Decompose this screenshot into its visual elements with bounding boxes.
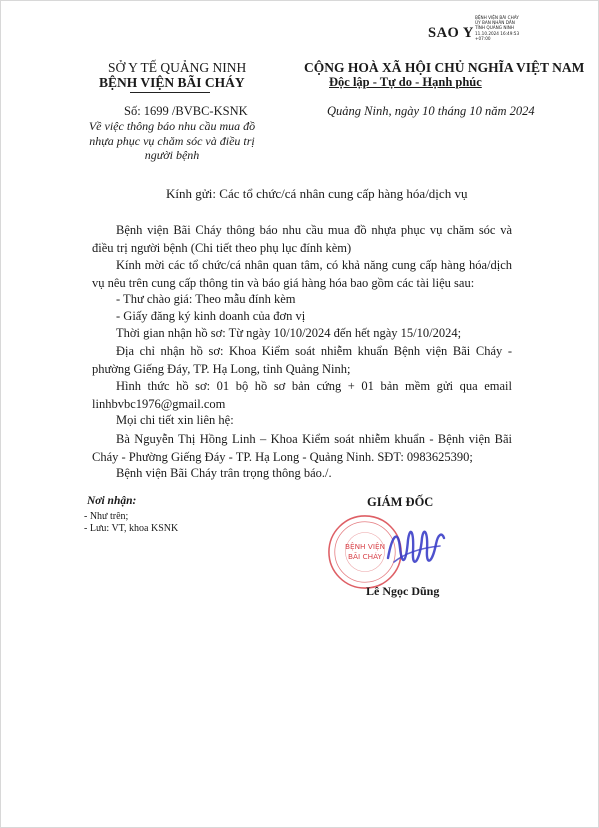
- header-divider: [130, 92, 210, 93]
- recipient-item: - Lưu: VT, khoa KSNK: [84, 523, 179, 534]
- bullet-item: - Giấy đăng ký kinh doanh của đơn vị: [116, 309, 306, 323]
- contact-details: Bà Nguyễn Thị Hồng Linh – Khoa Kiểm soát nhiễm khuẩn - Bệnh viện Bãi Cháy - Phường Giếng Đáy - TP. Hạ Long - Quảng Ninh. SĐT: 0983625390;: [92, 432, 512, 464]
- document-number: Số: 1699 /BVBC-KSNK: [124, 104, 248, 118]
- org-parent: SỞ Y TẾ QUẢNG NINH: [108, 60, 247, 75]
- paragraph-invitation: Kính mời các tổ chức/cá nhân quan tâm, có khả năng cung cấp hàng hóa/dịch vụ nêu trên cung cấp thông tin và báo giá hàng hóa bao gồm các tài liệu sau:: [92, 258, 512, 290]
- submission-form: Hình thức hồ sơ: 01 bộ hồ sơ bản cứng + 01 bản mềm gửi qua email linhbvbc1976@gmail.com: [92, 379, 512, 411]
- seal-text: BÃI CHÁY: [348, 551, 382, 561]
- recipients-title: Nơi nhận:: [87, 495, 137, 507]
- nation-title: CỘNG HOÀ XÃ HỘI CHỦ NGHĨA VIỆT NAM: [304, 60, 585, 75]
- seal-text: BỆNH VIỆN: [344, 542, 386, 552]
- signer-name: Lê Ngọc Dũng: [366, 584, 440, 598]
- stamp-line: BỆNH VIỆN BÃI CHÁY: [475, 15, 519, 20]
- closing-line: Bệnh viện Bãi Cháy trân trọng thông báo./.: [116, 466, 332, 480]
- contact-intro: Mọi chi tiết xin liên hệ:: [116, 413, 234, 427]
- place-date: Quảng Ninh, ngày 10 tháng 10 năm 2024: [327, 104, 535, 118]
- stamp-line: +07:00: [475, 35, 491, 41]
- nation-motto: Độc lập - Tự do - Hạnh phúc: [329, 75, 482, 89]
- digital-copy-stamp: [475, 15, 535, 41]
- bullet-item: - Thư chào giá: Theo mẫu đính kèm: [116, 292, 296, 306]
- signer-title: GIÁM ĐỐC: [367, 495, 434, 509]
- stamp-line: 11.10.2024 16:49:53: [475, 30, 520, 36]
- recipient-line: Kính gửi: Các tổ chức/cá nhân cung cấp hàng hóa/dịch vụ: [166, 186, 468, 201]
- submission-time: Thời gian nhận hồ sơ: Từ ngày 10/10/2024 đến hết ngày 15/10/2024;: [116, 326, 462, 340]
- stamp-line: TỈNH QUẢNG NINH: [475, 25, 514, 31]
- stamp-line: ỦY BAN NHÂN DÂN: [475, 20, 515, 26]
- document-subject: Về việc thông báo nhu cầu mua đồ nhựa phục vụ chăm sóc và điều trị người bệnh: [88, 119, 256, 162]
- paragraph-intro: Bệnh viện Bãi Cháy thông báo nhu cầu mua đồ nhựa phục vụ chăm sóc và điều trị người bệnh (Chi tiết theo phụ lục đính kèm): [92, 223, 512, 255]
- recipient-item: - Như trên;: [84, 511, 129, 522]
- org-name: BỆNH VIỆN BÃI CHÁY: [99, 75, 245, 90]
- copy-mark: SAO Y: [428, 25, 474, 41]
- signature-scribble: [380, 518, 450, 578]
- submission-address: Địa chỉ nhận hồ sơ: Khoa Kiểm soát nhiễm khuẩn Bệnh viện Bãi Cháy - phường Giếng Đáy, TP. Hạ Long, tỉnh Quảng Ninh;: [92, 344, 512, 376]
